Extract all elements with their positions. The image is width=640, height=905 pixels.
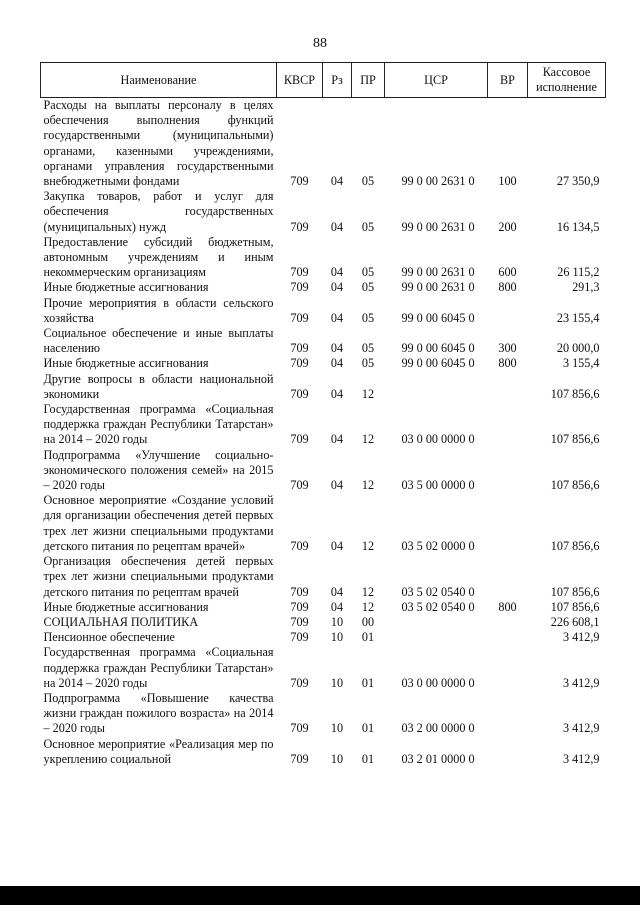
header-sum: Кассовое исполнение — [528, 63, 606, 98]
cell-pr: 05 — [361, 265, 375, 280]
cell-kvsr: 709 — [290, 630, 309, 645]
cell-pr: 12 — [361, 386, 375, 401]
cell-csr: 99 0 00 2631 0 — [401, 174, 475, 189]
cell-name: Расходы на выплаты персоналу в целях обеспечения выполнения функций государственными (муниципальными) органами, казенными учреждениями, органами управления государственными внебюджетными фондами — [43, 98, 274, 189]
table-row — [41, 600, 606, 615]
table-row — [41, 98, 606, 190]
cell-name: Основное мероприятие «Создание условий для организации обеспечения детей первых трех лет жизни специальными продуктами детского питания по рецептам врачей» — [43, 493, 274, 553]
cell-vr — [488, 645, 528, 691]
table-row — [41, 402, 606, 448]
page-number: 88 — [313, 36, 327, 51]
cell-csr: 03 5 00 0000 0 — [401, 478, 475, 493]
cell-vr: 200 — [498, 219, 517, 234]
header-csr: ЦСР — [385, 63, 488, 98]
table-row — [41, 189, 606, 235]
cell-name: Организация обеспечения детей первых трех лет жизни специальными продуктами детского питания по рецептам врачей — [43, 554, 274, 599]
cell-csr: 99 0 00 6045 0 — [401, 310, 475, 325]
table-row — [41, 645, 606, 691]
cell-kvsr: 709 — [290, 341, 309, 356]
cell-name: Подпрограмма «Повышение качества жизни граждан пожилого возраста» на 2014 – 2020 годы — [43, 690, 274, 736]
cell-rz: 10 — [330, 614, 344, 629]
cell-name: Иные бюджетные ассигнования — [43, 599, 209, 614]
cell-kvsr: 709 — [290, 751, 309, 766]
cell-kvsr: 709 — [290, 174, 309, 189]
cell-sum: 107 856,6 — [550, 386, 600, 401]
header-pr: ПР — [352, 63, 385, 98]
table-row — [41, 280, 606, 295]
cell-sum: 107 856,6 — [550, 538, 600, 553]
cell-pr: 00 — [361, 614, 375, 629]
table-row — [41, 737, 606, 767]
cell-vr — [488, 296, 528, 326]
cell-sum: 107 856,6 — [550, 478, 600, 493]
cell-pr: 12 — [361, 584, 375, 599]
cell-name: Иные бюджетные ассигнования — [43, 280, 209, 295]
cell-pr: 05 — [361, 219, 375, 234]
cell-rz: 10 — [330, 751, 344, 766]
cell-csr: 99 0 00 6045 0 — [401, 341, 475, 356]
cell-pr: 01 — [361, 630, 375, 645]
cell-rz: 04 — [330, 356, 344, 371]
cell-rz: 04 — [330, 265, 344, 280]
cell-rz: 04 — [330, 599, 344, 614]
cell-vr — [488, 493, 528, 554]
cell-sum: 3 155,4 — [562, 356, 600, 371]
cell-csr: 03 0 00 0000 0 — [401, 432, 475, 447]
cell-name: Государственная программа «Социальная поддержка граждан Республики Татарстан» на 2014 – 2020 годы — [43, 645, 274, 690]
cell-pr: 12 — [361, 599, 375, 614]
cell-rz: 10 — [330, 675, 344, 690]
cell-sum: 107 856,6 — [550, 584, 600, 599]
cell-name: Основное мероприятие «Реализация мер по укреплению социальной — [43, 736, 274, 766]
cell-pr: 01 — [361, 675, 375, 690]
cell-csr: 99 0 00 6045 0 — [401, 356, 475, 371]
cell-kvsr: 709 — [290, 599, 309, 614]
table-row — [41, 448, 606, 494]
cell-csr — [385, 372, 488, 402]
cell-name: Предоставление субсидий бюджетным, автономным учреждениям и иным некоммерческим организациям — [43, 234, 274, 280]
cell-pr: 12 — [361, 432, 375, 447]
cell-vr — [488, 737, 528, 767]
table-row — [41, 296, 606, 326]
cell-csr: 03 2 01 0000 0 — [401, 751, 475, 766]
cell-csr: 03 5 02 0000 0 — [401, 538, 475, 553]
cell-sum: 3 412,9 — [562, 751, 600, 766]
table-row — [41, 326, 606, 356]
cell-sum: 107 856,6 — [550, 432, 600, 447]
cell-csr: 03 2 00 0000 0 — [401, 721, 475, 736]
table-row — [41, 630, 606, 645]
cell-name: Государственная программа «Социальная поддержка граждан Республики Татарстан» на 2014 – 2020 годы — [43, 402, 274, 447]
cell-kvsr: 709 — [290, 280, 309, 295]
cell-vr — [488, 691, 528, 737]
cell-csr: 99 0 00 2631 0 — [401, 280, 475, 295]
cell-vr: 800 — [498, 599, 517, 614]
cell-sum: 107 856,6 — [550, 599, 600, 614]
table-header — [41, 63, 606, 98]
cell-csr: 03 5 02 0540 0 — [401, 599, 475, 614]
cell-sum: 20 000,0 — [556, 341, 600, 356]
header-rz: Рз — [323, 63, 352, 98]
cell-pr: 12 — [361, 478, 375, 493]
table-row — [41, 554, 606, 600]
table-row — [41, 615, 606, 630]
cell-rz: 04 — [330, 280, 344, 295]
cell-pr: 05 — [361, 341, 375, 356]
cell-vr — [488, 615, 528, 630]
cell-kvsr: 709 — [290, 614, 309, 629]
cell-sum: 3 412,9 — [562, 630, 600, 645]
table-row — [41, 691, 606, 737]
cell-vr: 100 — [498, 174, 517, 189]
cell-sum: 26 115,2 — [557, 265, 600, 280]
cell-csr — [385, 630, 488, 645]
cell-pr: 05 — [361, 356, 375, 371]
cell-rz: 04 — [330, 174, 344, 189]
table-row — [41, 493, 606, 554]
cell-rz: 10 — [330, 721, 344, 736]
cell-sum: 3 412,9 — [562, 721, 600, 736]
cell-rz: 04 — [330, 310, 344, 325]
cell-vr: 800 — [498, 280, 517, 295]
cell-name: Другие вопросы в области национальной экономики — [43, 371, 274, 401]
cell-sum: 23 155,4 — [556, 310, 600, 325]
cell-pr: 01 — [361, 751, 375, 766]
cell-sum: 16 134,5 — [556, 219, 600, 234]
cell-name: СОЦИАЛЬНАЯ ПОЛИТИКА — [43, 614, 199, 629]
cell-pr: 05 — [361, 280, 375, 295]
cell-pr: 01 — [361, 721, 375, 736]
cell-vr — [488, 372, 528, 402]
table-row — [41, 235, 606, 281]
budget-table — [40, 62, 606, 767]
cell-rz: 04 — [330, 478, 344, 493]
header-kvsr: КВСР — [277, 63, 323, 98]
header-name: Наименование — [41, 63, 277, 98]
cell-rz: 04 — [330, 432, 344, 447]
cell-rz: 04 — [330, 219, 344, 234]
cell-name: Пенсионное обеспечение — [43, 630, 175, 645]
cell-sum: 226 608,1 — [550, 614, 600, 629]
cell-kvsr: 709 — [290, 675, 309, 690]
cell-vr: 600 — [498, 265, 517, 280]
table-row — [41, 356, 606, 371]
cell-rz: 04 — [330, 538, 344, 553]
cell-pr: 05 — [361, 174, 375, 189]
cell-name: Прочие мероприятия в области сельского хозяйства — [43, 295, 274, 325]
cell-sum: 291,3 — [572, 280, 600, 295]
cell-kvsr: 709 — [290, 265, 309, 280]
cell-csr — [385, 615, 488, 630]
table-body — [41, 98, 606, 767]
cell-name: Закупка товаров, работ и услуг для обеспечения государственных (муниципальных) нужд — [43, 189, 274, 234]
cell-kvsr: 709 — [290, 432, 309, 447]
cell-csr: 03 5 02 0540 0 — [401, 584, 475, 599]
cell-kvsr: 709 — [290, 310, 309, 325]
cell-kvsr: 709 — [290, 478, 309, 493]
cell-sum: 27 350,9 — [556, 174, 600, 189]
cell-kvsr: 709 — [290, 584, 309, 599]
cell-kvsr: 709 — [290, 219, 309, 234]
cell-kvsr: 709 — [290, 386, 309, 401]
cell-vr — [488, 448, 528, 494]
cell-vr — [488, 630, 528, 645]
cell-name: Социальное обеспечение и иные выплаты населению — [43, 326, 274, 356]
cell-kvsr: 709 — [290, 721, 309, 736]
cell-name: Подпрограмма «Улучшение социально-экономического положения семей» на 2015 – 2020 годы — [43, 447, 274, 493]
cell-rz: 04 — [330, 584, 344, 599]
cell-rz: 04 — [330, 341, 344, 356]
cell-name: Иные бюджетные ассигнования — [43, 356, 209, 371]
cell-csr: 03 0 00 0000 0 — [401, 675, 475, 690]
cell-pr: 05 — [361, 310, 375, 325]
cell-vr — [488, 554, 528, 600]
cell-vr — [488, 402, 528, 448]
cell-kvsr: 709 — [290, 538, 309, 553]
cell-rz: 10 — [330, 630, 344, 645]
cell-csr: 99 0 00 2631 0 — [401, 219, 475, 234]
cell-sum: 3 412,9 — [562, 675, 600, 690]
header-vr: ВР — [488, 63, 528, 98]
cell-kvsr: 709 — [290, 356, 309, 371]
cell-pr: 12 — [361, 538, 375, 553]
cell-csr: 99 0 00 2631 0 — [401, 265, 475, 280]
cell-rz: 04 — [330, 386, 344, 401]
cell-vr: 800 — [498, 356, 517, 371]
table-row — [41, 372, 606, 402]
scan-edge-bar — [0, 886, 640, 905]
cell-vr: 300 — [498, 341, 517, 356]
